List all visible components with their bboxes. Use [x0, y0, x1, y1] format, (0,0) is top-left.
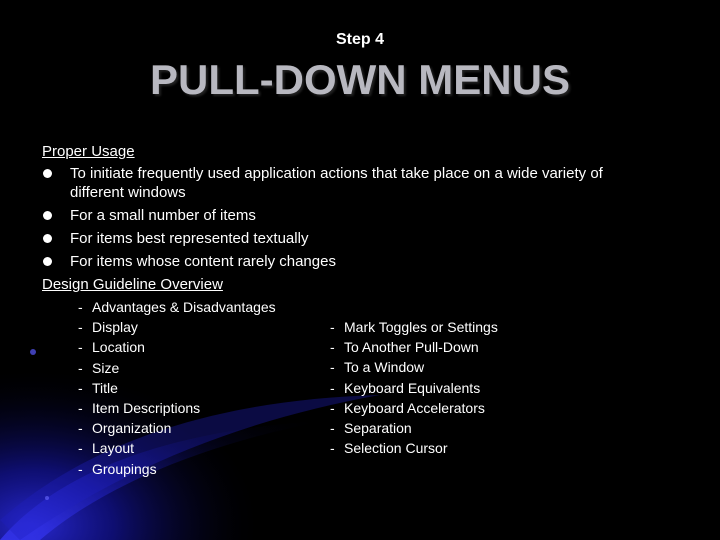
design-guideline-heading: Design Guideline Overview	[42, 276, 223, 293]
proper-usage-heading: Proper Usage	[42, 143, 135, 160]
bullet-icon	[43, 169, 52, 178]
slide-title: PULL-DOWN MENUS	[150, 56, 570, 103]
bullet-icon	[43, 234, 52, 243]
bullet-icon	[43, 211, 52, 220]
bullet-icon	[43, 257, 52, 266]
step-label: Step 4	[335, 31, 384, 48]
